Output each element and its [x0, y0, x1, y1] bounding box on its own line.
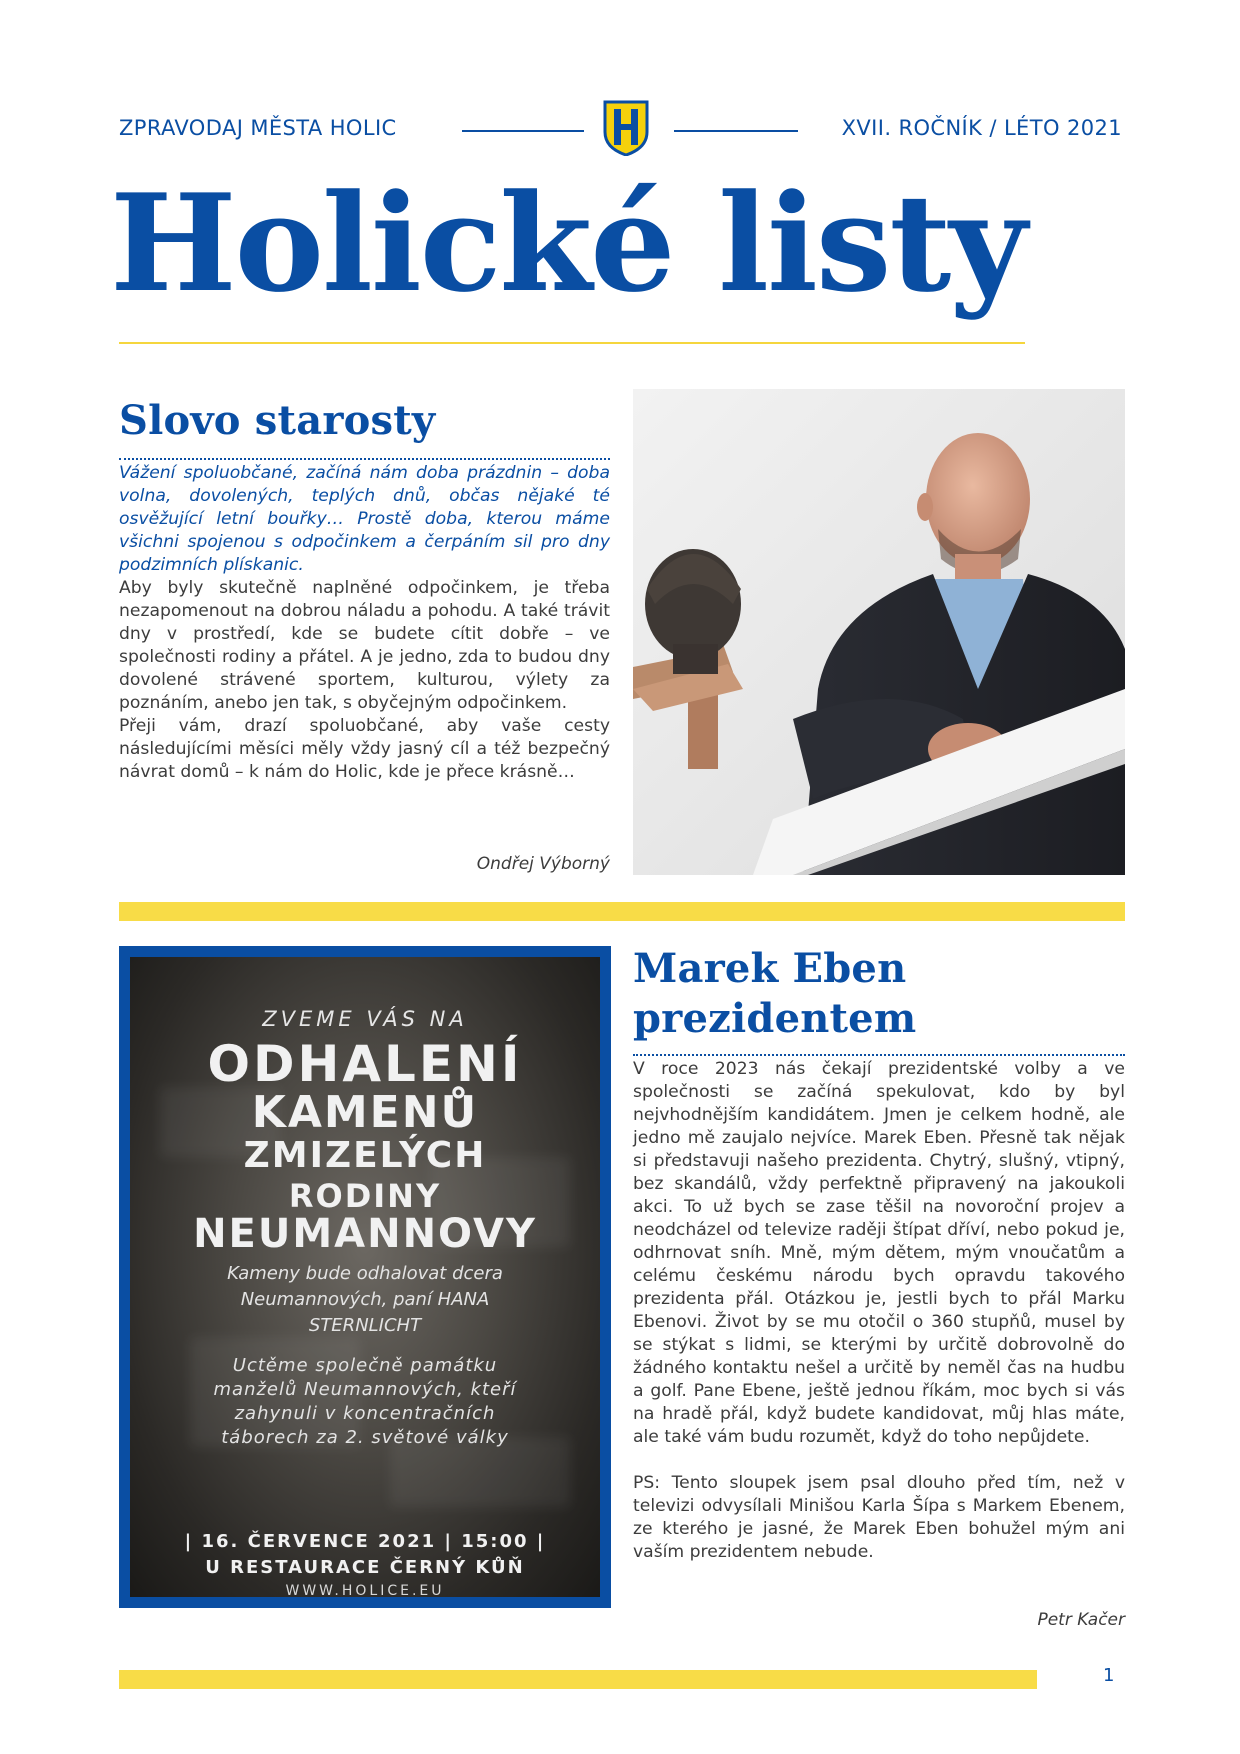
article-paragraph: Přeji vám, drazí spoluobčané, aby vaše cesty následujícími měsíci měly vždy jasný cíl a též bezpečný návrat domů – k nám do Holic, kde je přece krásně… — [119, 716, 610, 782]
masthead-divider — [119, 342, 1025, 344]
poster-memorial: Uctěme společně památku — [232, 1355, 498, 1376]
article-body-eben — [633, 1058, 1125, 1564]
poster-date: | 16. ČERVENCE 2021 | 15:00 | — [184, 1531, 546, 1552]
page-number: 1 — [1103, 1665, 1115, 1686]
poster-subline: Neumannových, paní HANA — [240, 1289, 490, 1310]
mayor-photo — [633, 389, 1125, 875]
poster-headline: ODHALENÍ — [207, 1035, 523, 1093]
article-title-divider — [633, 1054, 1125, 1056]
event-poster-frame — [119, 946, 611, 1608]
poster-subline: Kameny bude odhalovat dcera — [227, 1263, 503, 1284]
article-signature: Petr Kačer — [1037, 1610, 1125, 1630]
poster-headline: KAMENŮ — [251, 1087, 479, 1138]
issue-info: XVII. ROČNÍK / LÉTO 2021 — [841, 116, 1122, 140]
article-title-divider — [119, 458, 610, 460]
poster-website: WWW.HOLICE.EU — [285, 1583, 445, 1597]
poster-headline: NEUMANNOVY — [193, 1211, 537, 1257]
poster-place: U RESTAURACE ČERNÝ KŮŇ — [205, 1557, 525, 1578]
article-paragraph: PS: Tento sloupek jsem psal dlouho před tím, než v televizi odvysílali Minišou Karla Šípa s Markem Ebenem, ze kterého je jasné, že Marek Eben bohužel mým ani vaším prezidentem nebude. — [633, 1473, 1125, 1562]
poster-memorial: zahynuli v koncentračních — [234, 1403, 496, 1424]
header-rule-right — [674, 130, 798, 132]
header-rule-left — [462, 130, 584, 132]
article-body-mayor — [119, 462, 610, 784]
article-signature: Ondřej Výborný — [476, 854, 610, 874]
footer-bar — [119, 1670, 1037, 1689]
poster-headline: RODINY — [288, 1177, 442, 1215]
newsletter-subtitle: ZPRAVODAJ MĚSTA HOLIC — [119, 116, 397, 140]
article-title-mayor: Slovo starosty — [119, 397, 436, 444]
article-paragraph: V roce 2023 nás čekají prezidentské volby a ve společnosti se začíná spekulovat, kdo by byl nejvhodnějším kandidátem. Jmen je celkem hodně, ale jedno mě zaujalo nejvíce. Marek Eben. Přesně tak nějak si představuji našeho prezidenta. Chytrý, slušný, vtipný, bez skandálů, vždy perfektně připravený na jakoukoli akci. To už bych se zase těšil na novoroční projev a neodcházel od televize raději štípat dříví, nebo pokud je, odhrnovat sníh. Mně, mým dětem, mým vnoučatům a celému českému národu bych opravdu takového prezidenta přál. Otázkou je, jestli bych to přál Marku Ebenovi. Život by se mu otočil o 360 stupňů, musel by se stýkat s lidmi, se kterými by určitě dobrovolně do žádného kontaktu nešel a určitě by neměl čas na hudbu a golf. Pane Ebene, ještě jednou říkám, moc bych si vás na hradě přál, když budete kandidovat, můj hlas máte, ale také vám budu rozumět, když do toho nepůjdete. — [633, 1059, 1125, 1447]
article-title-eben: Marek Eben prezidentem — [633, 945, 917, 1042]
article-intro: Vážení spoluobčané, začíná nám doba prázdnin – doba volna, dovolených, teplých dnů, občas nějaké té osvěžující letní bouřky… Prostě doba, kterou máme všichni spojenou s odpočinkem a čerpáním sil pro dny podzimních plískanic. — [119, 463, 610, 575]
event-poster — [130, 957, 600, 1597]
masthead-title: Holické listy — [110, 164, 1026, 322]
poster-memorial: táborech za 2. světové války — [221, 1427, 509, 1448]
poster-memorial: manželů Neumannových, kteří — [213, 1379, 517, 1400]
article-paragraph: Aby byly skutečně naplněné odpočinkem, je třeba nezapomenout na dobrou náladu a pohodu. A také trávit dny v prostředí, kde se budete cítit dobře – ve společnosti rodiny a přátel. A je jedno, zda to budou dny dovolené strávené sportem, kulturou, výlety za poznáním, anebo jen tak, s obyčejným odpočinkem. — [119, 578, 610, 713]
poster-headline: ZMIZELÝCH — [243, 1135, 487, 1176]
holice-coat-of-arms-icon — [603, 100, 649, 156]
poster-subline: STERNLICHT — [308, 1315, 422, 1336]
section-divider-bar — [119, 902, 1125, 921]
poster-invite: ZVEME VÁS NA — [262, 1007, 468, 1031]
